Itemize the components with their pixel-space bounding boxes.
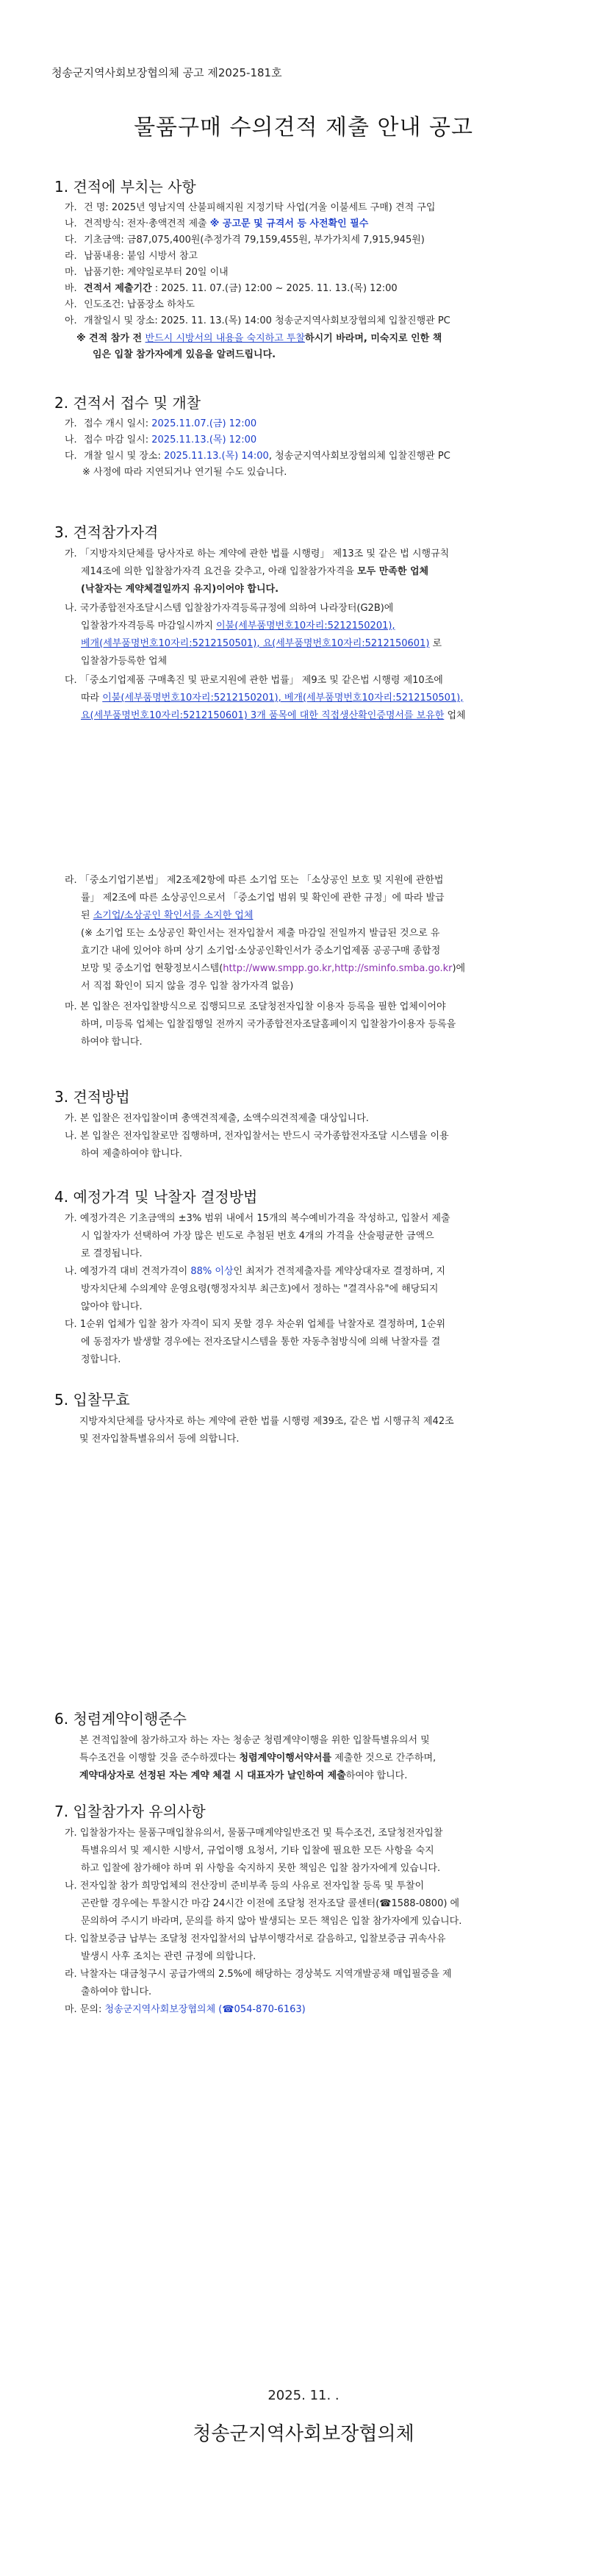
s3-na: 나. 국가종합전자조달시스템 입찰참가자격등록규정에 의하여 나라장터(G2B)에 입찰참가자격등록 마감일시까지 이불(세부품명번호10자리:5212150201), 베개(세부품명번호10자리:5212150501), 요(세부품명번호10자리:5212150601) 로 입찰참가등록한 업체 <box>65 603 442 667</box>
s1-item-na: 나. 견적방식: 전자·총액견적 제출 ※ 공고문 및 규격서 등 사전확인 필수 <box>65 218 369 229</box>
page-title: 물품구매 수의견적 제출 안내 공고 <box>134 115 473 140</box>
s1-item-sa: 사. 인도조건: 납품장소 하차도 <box>65 299 195 310</box>
section-3-heading: 3. 견적참가자격 <box>54 523 159 541</box>
notice-date: 2025. 11. . <box>267 2388 340 2403</box>
s2-items <box>65 416 550 481</box>
s1-warning: ※ 견적 참가 전 반드시 시방서의 내용을 숙지하고 투찰하시기 바라며, 미숙지로 인한 책 임은 입찰 참가자에게 있음을 알려드립니다. <box>76 333 442 360</box>
contact-link[interactable]: 청송군지역사회보장협의체 (☎054-870-6163) <box>104 2004 306 2015</box>
s1-item-ba: 바. 견적서 제출기간 : 2025. 11. 07.(금) 12:00 ~ 2025. 11. 13.(목) 12:00 <box>65 283 398 294</box>
section-1-heading: 1. 견적에 부치는 사항 <box>54 178 196 196</box>
s1-item-a: 아. 개찰일시 및 장소: 2025. 11. 13.(목) 14:00 청송군지역사회보장협의체 입찰진행관 PC <box>65 315 450 326</box>
section-5-heading: 5. 입찰무효 <box>54 1391 130 1409</box>
smpp-link[interactable]: http://www.smpp.go.kr,http://sminfo.smba.go.kr <box>223 963 453 974</box>
s2-note: ※ 사정에 따라 지연되거나 연기될 수도 있습니다. <box>82 467 287 478</box>
s3-ra: 라. 「중소기업기본법」 제2조제2항에 따른 소기업 또는 「소상공인 보호 및 지원에 관한법 률」 제2조에 따른 소상공인으로서 「중소기업 범위 및 확인에 관한 규정」에 따라 발급 된 소기업/소상공인 확인서를 소지한 업체 (※ 소기업 또는 소상공인 확인서는 전자입찰서 제출 마감일 전일까지 발급된 것으로 유 효기간 내에 있어야 하며 상기 소기업·소상공인확인서가 중소기업제품 공공구매 종합정 보망 및 중소기업 현황정보시스템(http://www.smpp.go.kr,http://sminfo.smba.go.kr)에 서 직접 확인이 되지 않을 경우 입찰 참가자격 없음) <box>65 875 466 992</box>
issuing-organization: 청송군지역사회보장협의체 <box>193 2423 414 2445</box>
s3-da: 다. 「중소기업제품 구매촉진 및 판로지원에 관한 법률」 제9조 및 같은법 시행령 제10조에 따라 이불(세부품명번호10자리:5212150201), 베개(세부품명번호10자리:5212150501), 요(세부품명번호10자리:5212150601) 3개 품목에 대한 직접생산확인증명서를 보유한 업체 <box>65 675 466 721</box>
spec-link[interactable]: 반드시 시방서의 내용을 숙지하고 투찰 <box>145 333 306 344</box>
s3-ga: 가. 「지방자치단체를 당사자로 하는 계약에 관한 법률 시행령」 제13조 및 같은 법 시행규칙 제14조에 의한 입찰참가자격 요건을 갖추고, 아래 입찰참가자격을 모두 만족한 업체 (낙찰자는 계약체결일까지 유지)이어야 합니다. <box>65 548 450 595</box>
s7-items: 가. 입찰참가자는 물품구매입찰유의서, 물품구매계약일반조건 및 특수조건, 조달청전자입찰 특별유의서 및 제시한 시방서, 규업이행 요청서, 기타 입찰에 필요한 모든 사항을 숙지 하고 입찰에 참가해야 하며 위 사항을 숙지하지 못한 책임은 입찰 참가자에게 있습니다. 나. 전자입찰 참가 희망업체의 전산장비 준비부족 등의 사유로 전자입찰 등록 및 투찰이 곤란할 경우에는 투찰시간 마감 24시간 이전에 조달청 전자조달 콜센터(☎1588-0800) 에 문의하여 주시기 바라며, 문의를 하지 않아 발생되는 모든 책임은 입찰 참가자에게 있습니다. 다. 입찰보증금 납부는 조달청 전자입찰서의 납부이행각서로 갈음하고, 입찰보증금 귀속사유 발생시 사후 조치는 관련 규정에 의합니다. 라. 낙찰자는 대금청구시 공급가액의 2.5%에 해당하는 경상북도 지역개발공채 매입필증을 제 출하여야 합니다. 마. 문의: 청송군지역사회보장협의체 (☎054-870-6163) <box>65 1828 462 2015</box>
s1-item-da: 다. 기초금액: 금87,075,400원(추정가격 79,159,455원, 부가가치세 7,915,945원) <box>65 235 425 246</box>
section-4-heading: 4. 예정가격 및 낙찰자 결정방법 <box>54 1188 258 1206</box>
section-6-heading: 6. 청렴계약이행준수 <box>54 1710 187 1728</box>
s3b-items: 가. 본 입찰은 전자입찰이며 총액견적제출, 소액수의견적제출 대상입니다. 나. 본 입찰은 전자입찰로만 집행하며, 전자입찰서는 반드시 국가종합전자조달 시스템을 이용 하여 제출하여야 합니다. <box>65 1113 449 1159</box>
s1-item-ra: 라. 납품내용: 붙임 시방서 참고 <box>65 251 198 262</box>
section-2-heading: 2. 견적서 접수 및 개찰 <box>54 394 201 412</box>
s5-text: 지방자치단체를 당사자로 하는 계약에 관한 법률 시행령 제39조, 같은 법 시행규칙 제42조 및 전자입찰특별유의서 등에 의합니다. <box>79 1416 454 1445</box>
section-3b-heading: 3. 견적방법 <box>54 1088 130 1106</box>
s1-item-ma: 마. 납품기한: 계약일로부터 20일 이내 <box>65 267 229 278</box>
s1-items <box>65 200 572 329</box>
s2-item-da: 다. 개찰 일시 및 장소: 2025.11.13.(목) 14:00, 청송군지역사회보장협의체 입찰진행관 PC <box>65 451 450 462</box>
section-7-heading: 7. 입찰참가자 유의사항 <box>54 1803 206 1820</box>
s4-items: 가. 예정가격은 기초금액의 ±3% 범위 내에서 15개의 복수예비가격을 작성하고, 입찰서 제출 시 입찰자가 선택하여 가장 많은 빈도로 추첨된 번호 4개의 가격을 산술평균한 금액으 로 결정됩니다. 나. 예정가격 대비 견적가격이 88% 이상인 최저가 견적제출자를 계약상대자로 결정하며, 지 방자치단체 수의계약 운영요령(행정자치부 최근호)에서 정하는 "결격사유"에 해당되지 않아야 합니다. 다. 1순위 업체가 입찰 참가 자격이 되지 못할 경우 차순위 업체를 낙찰자로 결정하며, 1순위 에 동점자가 발생할 경우에는 전자조달시스템을 통한 자동추첨방식에 의해 낙찰자를 결 정합니다. <box>65 1213 450 1365</box>
document-number: 청송군지역사회보장협의체 공고 제2025-181호 <box>51 66 282 79</box>
s2-item-ga: 가. 접수 개시 일시: 2025.11.07.(금) 12:00 <box>65 418 257 429</box>
s2-item-na: 나. 접수 마감 일시: 2025.11.13.(목) 12:00 <box>65 434 257 446</box>
s3-ma: 마. 본 입찰은 전자입찰방식으로 집행되므로 조달청전자입찰 이용자 등록을 필한 업체이어야 하며, 미등록 업체는 입찰집행일 전까지 국가종합전자조달홈페이지 입찰참가이용자 등록을 하여야 합니다. <box>65 1001 456 1048</box>
s1-item-ga: 가. 건 명: 2025년 영남지역 산불피해지원 지정기탁 사업(겨울 이불세트 구매) 견적 구입 <box>65 202 436 213</box>
s6-text: 본 견적입찰에 참가하고자 하는 자는 청송군 청렴계약이행을 위한 입찰특별유의서 및 특수조건을 이행할 것을 준수하겠다는 청렴계약이행서약서를 제출한 것으로 간주하며, 계약대상자로 선정된 자는 계약 체결 시 대표자가 날인하여 제출하여야 합니다. <box>79 1735 437 1781</box>
